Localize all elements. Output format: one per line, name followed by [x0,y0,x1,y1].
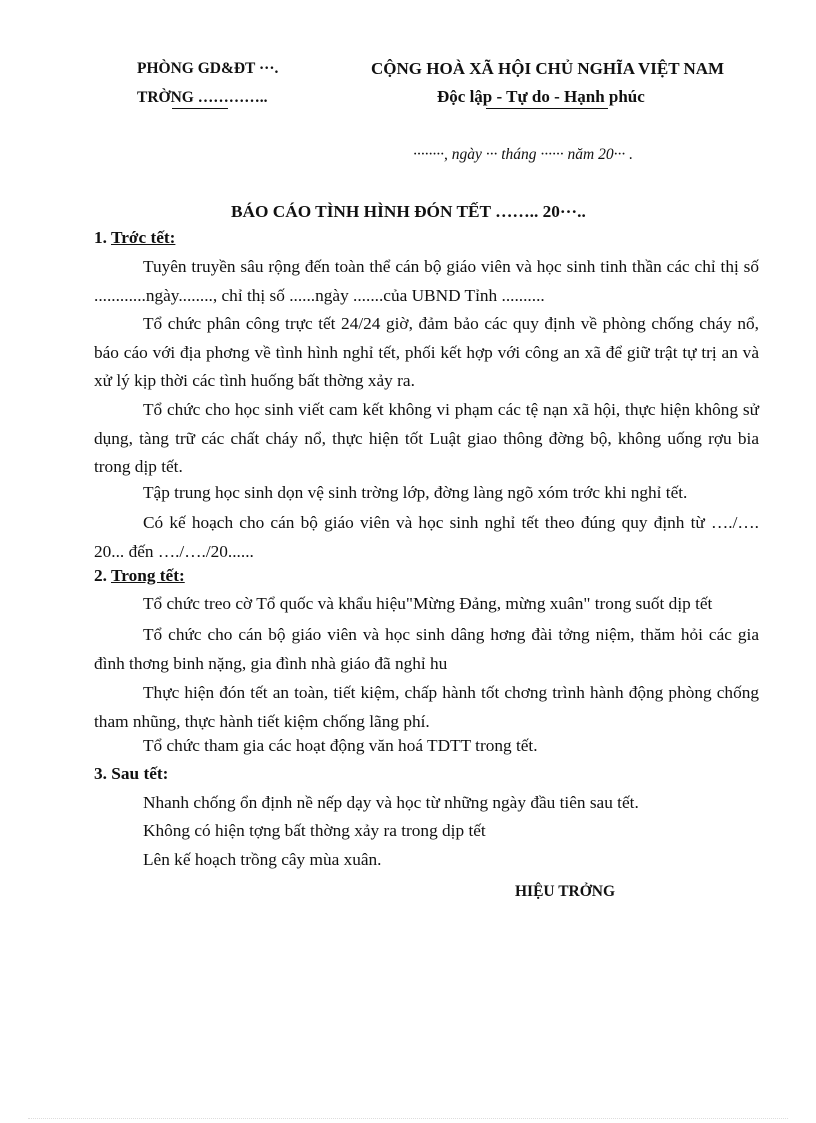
s1-paragraph-4: Tập trung học sinh dọn vệ sinh trờng lớp, đờng làng ngõ xóm trớc khi nghỉ tết. [143,483,688,502]
department-name: PHÒNG GD&ĐT ···. [137,60,279,77]
s1-paragraph-2: Tổ chức phân công trực tết 24/24 giờ, đảm bảo các quy định về phòng chống cháy nổ, báo cáo với địa phơng về tình hình nghỉ tết, phối kết hợp với công an xã để giữ trật tự trị an và xử lý kịp thời các tình huống bất thờng xảy ra. [94,314,759,390]
s3-paragraph-2: Không có hiện tợng bất thờng xảy ra trong dịp tết [143,821,486,840]
report-title: BÁO CÁO TÌNH HÌNH ĐÓN TẾT …….. 20···.. [231,202,586,221]
s1-paragraph-3: Tổ chức cho học sinh viết cam kết không vi phạm các tệ nạn xã hội, thực hiện không sử dụng, tàng trữ các chất cháy nổ, thực hiện tốt Luật giao thông đờng bộ, không uống rợu bia trong dịp tết. [94,400,759,476]
s2-paragraph-2: Tổ chức cho cán bộ giáo viên và học sinh dâng hơng đài tởng niệm, thăm hỏi các gia đình thơng binh nặng, gia đình nhà giáo đã nghỉ hu [94,625,759,673]
school-underline [172,108,228,109]
s3-paragraph-3: Lên kế hoạch trồng cây mùa xuân. [143,850,382,869]
section-2-title: Trong tết: [110,566,185,585]
signature-title: HIỆU TRỞNG [515,883,616,900]
date-line: ········, ngày ··· tháng ······ năm 20··· . [413,146,634,163]
s3-paragraph-1: Nhanh chống ổn định nề nếp dạy và học từ những ngày đầu tiên sau tết. [143,793,639,812]
s2-paragraph-1: Tổ chức treo cờ Tổ quốc và khẩu hiệu"Mừng Đảng, mừng xuân" trong suốt dịp tết [143,594,713,613]
section-2-number: 2. [94,566,111,585]
page-bottom-border [28,1118,788,1119]
national-motto: Độc lập - Tự do - Hạnh phúc [437,87,645,106]
section-1-heading [94,228,175,248]
section-1-title: Trớc tết: [110,228,176,247]
s2-paragraph-4: Tổ chức tham gia các hoạt động văn hoá TDTT trong tết. [143,736,538,755]
s1-paragraph-1: Tuyên truyền sâu rộng đến toàn thể cán bộ giáo viên và học sinh tinh thần các chỉ thị số ............ngày........, chỉ thị số ......ngày .......của UBND Tỉnh .......... [94,257,759,305]
s1-paragraph-5: Có kế hoạch cho cán bộ giáo viên và học sinh nghỉ tết theo đúng quy định từ …./…. 20... đến …./…./20...... [94,513,759,561]
section-3-title: Sau tết: [111,764,169,783]
s2-paragraph-3: Thực hiện đón tết an toàn, tiết kiệm, chấp hành tốt chơng trình hành động phòng chống tham nhũng, thực hành tiết kiệm chống lãng phí. [94,683,759,731]
motto-underline [486,108,608,109]
section-1-number: 1. [94,228,111,247]
section-3-heading [94,764,168,784]
school-name: TRỜNG ………….. [137,89,268,106]
section-3-number: 3. [94,764,112,783]
section-2-heading [94,566,185,586]
national-title: CỘNG HOÀ XÃ HỘI CHỦ NGHĨA VIỆT NAM [371,59,725,78]
